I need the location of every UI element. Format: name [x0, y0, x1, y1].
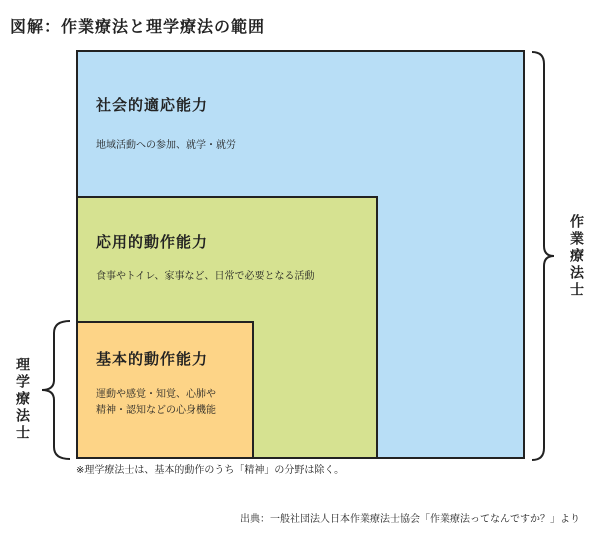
basic-ability-description [96, 387, 216, 419]
occupational-therapist-label: 作業療法士 [568, 214, 584, 299]
social-ability-description: 地域活動への参加、就学・就労 [96, 140, 236, 151]
occupational-therapy-brace [530, 50, 560, 462]
diagram-title: 図解：作業療法と理学療法の範囲 [10, 17, 266, 36]
applied-ability-description: 食事やトイレ、家事など、日常で必要となる活動 [96, 271, 315, 282]
source-citation: 出典：一般社団法人日本作業療法士協会「作業療法ってなんですか？」より [240, 514, 580, 525]
footnote: ※理学療法士は、基本的動作のうち「精神」の分野は除く。 [76, 465, 345, 476]
social-ability-heading: 社会的適応能力 [96, 96, 209, 114]
basic-ability-description-line1: 運動や感覚・知覚、心肺や [96, 389, 216, 400]
applied-ability-heading: 応用的動作能力 [96, 233, 209, 251]
basic-ability-description-line2: 精神・認知などの心身機能 [96, 405, 216, 416]
physical-therapist-label: 理学療法士 [14, 357, 30, 442]
basic-ability-heading: 基本的動作能力 [96, 350, 209, 368]
physical-therapy-brace [34, 319, 74, 461]
